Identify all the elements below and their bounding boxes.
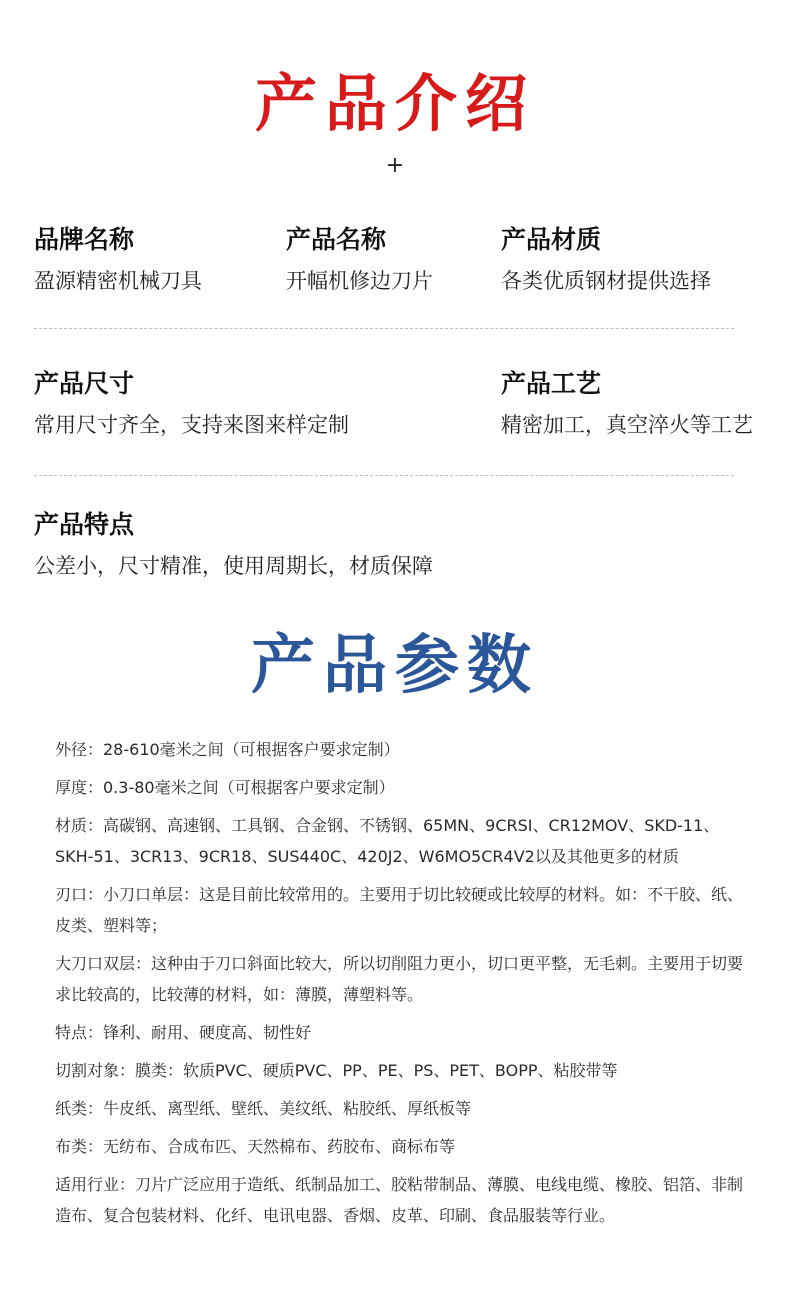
- param-industries: 适用行业：刀片广泛应用于造纸、纸制品加工、胶粘带制品、薄膜、电线电缆、橡胶、铝箔、非制造布、复合包装材料、化纤、电讯电器、香烟、皮革、印刷、食品服装等行业。: [55, 1175, 744, 1225]
- divider-1: [34, 328, 734, 329]
- params-list: [55, 734, 750, 1238]
- field-product-name: [286, 224, 433, 296]
- param-outer-diameter: 外径：28-610毫米之间（可根据客户要求定制）: [55, 740, 400, 759]
- field-craft: [501, 368, 753, 440]
- param-edge-small: 刃口：小刀口单层：这是目前比较常用的。主要用于切比较硬或比较厚的材料。如：不干胶、纸、皮类、塑料等；: [55, 885, 744, 935]
- craft-value: 精密加工，真空淬火等工艺: [501, 413, 753, 437]
- field-features: [34, 509, 433, 581]
- size-label: 产品尺寸: [34, 369, 135, 398]
- material-value: 各类优质钢材提供选择: [501, 269, 711, 293]
- product-name-label: 产品名称: [286, 225, 387, 254]
- param-cutting-film: 切割对象：膜类：软质PVC、硬质PVC、PP、PE、PS、PET、BOPP、粘胶带等: [55, 1061, 618, 1080]
- param-cutting-cloth: 布类：无纺布、合成布匹、天然棉布、药胶布、商标布等: [55, 1137, 456, 1156]
- product-name-value: 开幅机修边刀片: [286, 269, 433, 293]
- intro-title: 产品介绍: [254, 67, 535, 140]
- param-thickness: 厚度：0.3-80毫米之间（可根据客户要求定制）: [55, 778, 395, 797]
- material-label: 产品材质: [501, 225, 602, 254]
- field-material: [501, 224, 711, 296]
- size-value: 常用尺寸齐全，支持来图来样定制: [34, 413, 349, 437]
- field-brand: [34, 224, 202, 296]
- features-value: 公差小，尺寸精准，使用周期长，材质保障: [34, 554, 433, 578]
- param-material: 材质：高碳钢、高速钢、工具钢、合金钢、不锈钢、65MN、9CRSI、CR12MOV、SKD-11、SKH-51、3CR13、9CR18、SUS440C、420J2、W6MO5CR4V2以及其他更多的材质: [55, 816, 720, 866]
- brand-value: 盈源精密机械刀具: [34, 269, 202, 293]
- param-features: 特点：锋利、耐用、硬度高、韧性好: [55, 1023, 312, 1042]
- plus-icon: +: [385, 153, 405, 178]
- params-title: 产品参数: [251, 629, 539, 703]
- brand-label: 品牌名称: [34, 225, 135, 254]
- param-edge-large: 大刀口双层：这种由于刀口斜面比较大，所以切削阻力更小，切口更平整，无毛刺。主要用于切要求比较高的，比较薄的材料，如：薄膜，薄塑料等。: [55, 954, 744, 1004]
- param-cutting-paper: 纸类：牛皮纸、离型纸、壁纸、美纹纸、粘胶纸、厚纸板等: [55, 1099, 472, 1118]
- divider-2: [34, 475, 734, 476]
- features-label: 产品特点: [34, 510, 135, 539]
- field-size: [34, 368, 349, 440]
- craft-label: 产品工艺: [501, 369, 602, 398]
